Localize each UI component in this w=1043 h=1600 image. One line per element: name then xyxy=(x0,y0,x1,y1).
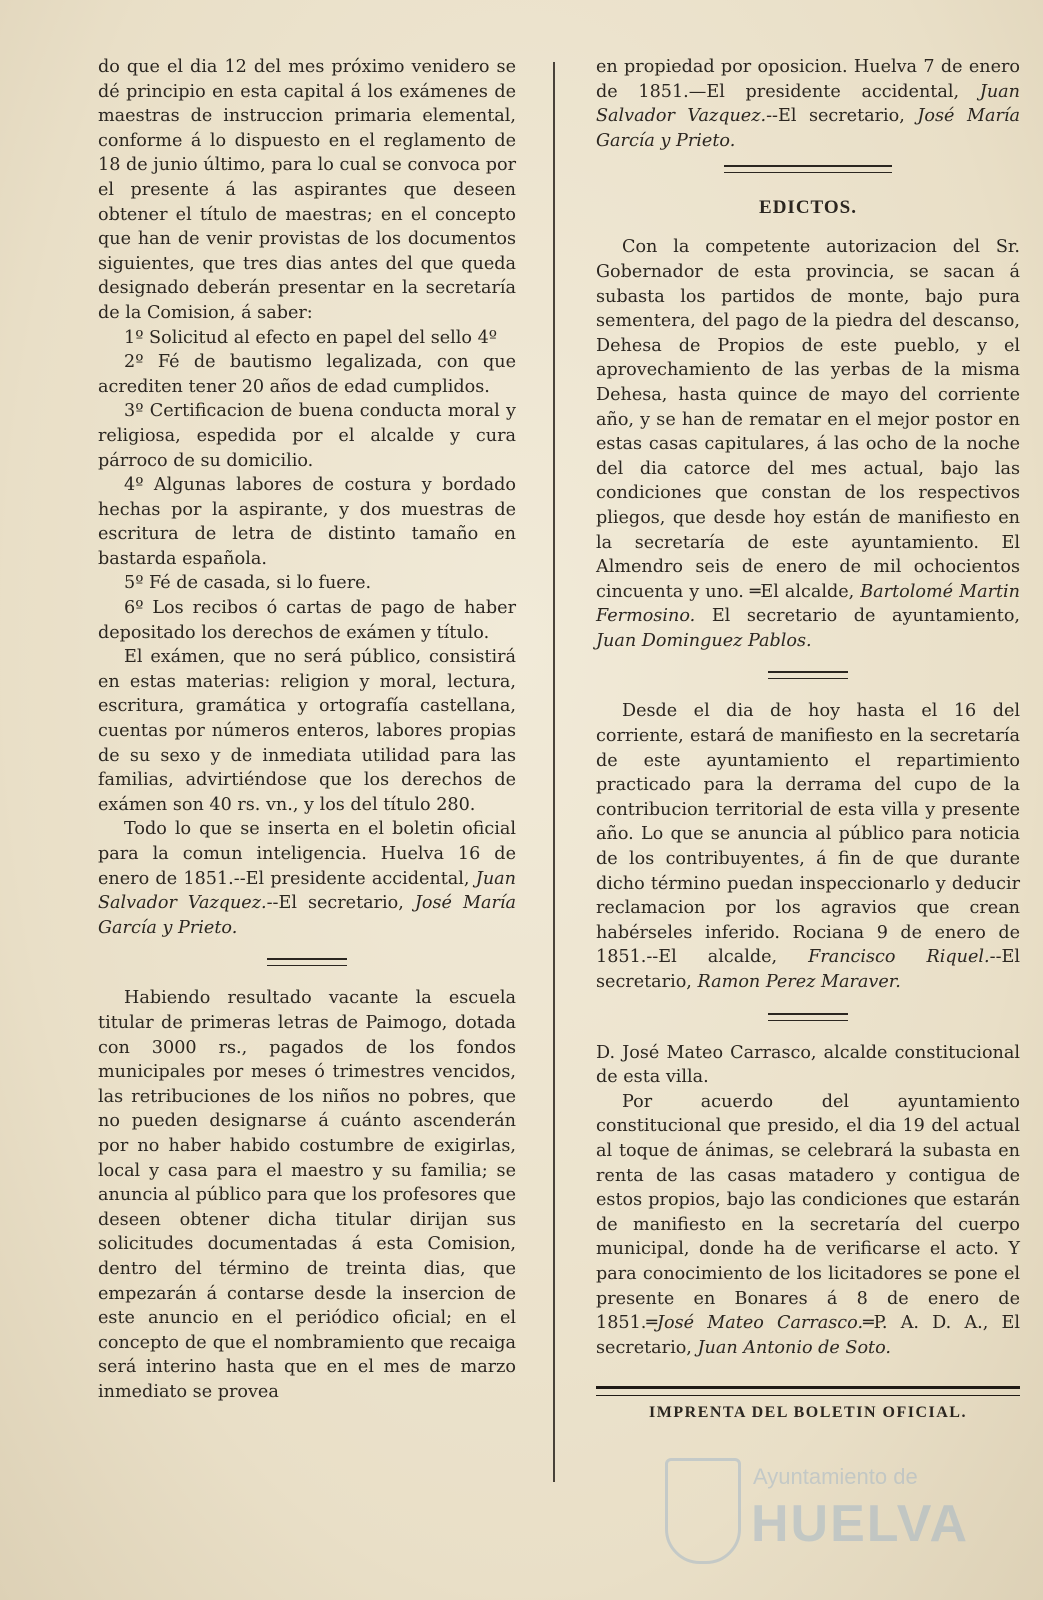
signatory-name: José María García y Prieto. xyxy=(596,106,1020,151)
requirement-6: 6º Los recibos ó cartas de pago de haber depositado los derechos de exámen y título. xyxy=(98,598,516,643)
section-separator xyxy=(267,958,347,966)
paimogo-school-paragraph: Habiendo resultado vacante la escuela titular de primeras letras de Paimogo, dotada con 3000 rs., pagados de los fondos municipales por meses ó trimestres vencidos, las retribuciones de los niños no pobres, que no pueden designarse á cuánto ascenderán por no haber habido costumbre de exigirlas, local y casa para el maestro y su familia; se anuncia al público para que los profesores que deseen obtener dicha titular dirijan sus solicitudes documentadas á esta Comision, dentro del término de treinta dias, que empezarán á contarse desde la insercion de este anuncio en el periódico oficial; en el concepto de que el nombramiento que recaiga será interino hasta que en el mes de marzo inmediato se provea xyxy=(98,988,516,1402)
requirement-2: 2º Fé de bautismo legalizada, con que acrediten tener 20 años de edad cumplidos. xyxy=(98,352,516,397)
signatory-name: José María García y Prieto. xyxy=(98,893,516,938)
signatory-name: Juan Dominguez Pablos. xyxy=(596,630,812,651)
exam-subjects-paragraph: El exámen, que no será público, consistirá en estas materias: religion y moral, lectura, escritura, gramática y ortografía castellana, cuentas por números enteros, labores propias de su sexo y de inmediata utilidad para las familias, advirtiéndose que los derechos de exámen son 40 rs. vn., y los del título 280. xyxy=(98,647,516,815)
signatory-name: Bartolomé Martin Fermosino. xyxy=(596,581,1021,627)
signatory-name: Juan Antonio de Soto. xyxy=(697,1337,891,1358)
footer-rule xyxy=(596,1386,1020,1396)
signatory-name: Francisco Riquel. xyxy=(808,947,990,968)
imprint-line: IMPRENTA DEL BOLETIN OFICIAL. xyxy=(649,1404,967,1422)
requirement-4: 4º Algunas labores de costura y bordado hechas por la aspirante, y dos muestras de escritura de letra de distinto tamaño en bastarda española. xyxy=(98,475,516,569)
ayuntamiento-watermark xyxy=(665,1450,995,1580)
section-separator xyxy=(724,165,892,173)
right-column xyxy=(596,55,1020,1422)
signatory-name: José Mateo Carrasco. xyxy=(656,1313,864,1334)
almendro-edict: Con la competente autorizacion del Sr. Gobernador de esta provincia, se sacan á subasta los partidos de monte, bajo pura sementera, del pago de la piedra del descanso, Dehesa de Propios de este pueblo, y el aprovechamiento de las yerbas de la misma Dehesa, hasta quince de mayo del corriente año, y se han de rematar en el mejor postor en estas casas capitulares, á las ocho de la noche del dia catorce del mes actual, bajo las condiciones que constan de los respectivos pliegos, que desde hoy están de manifiesto en la secretaría de este ayuntamiento. El Almendro seis de enero de mil ochocientos cincuenta y uno. ═El alcalde, Bartolomé Martin Fermosino. El secretario de ayuntamiento, Juan Dominguez Pablos. xyxy=(596,237,1021,651)
exam-announcement-paragraph: do que el dia 12 del mes próximo venidero se dé principio en esta capital á los exámenes de maestras de instruccion primaria elemental, conforme á lo dispuesto en el reglamento de 18 de junio último, para lo cual se convoca por el presente á las aspirantes que deseen obtener el título de maestras; en el concepto que han de venir provistas de los documentos siguientes, que tres dias antes del que queda designado deberán presentar en la secretaría de la Comision, á saber: xyxy=(98,57,516,323)
exam-signature-paragraph: Todo lo que se inserta en el boletin oficial para la comun inteligencia. Huelva 16 de enero de 1851.--El presidente accidental, Juan Salvador Vazquez.--El secretario, José María García y Prieto. xyxy=(98,819,517,938)
bonares-edict: Por acuerdo del ayuntamiento constitucional que presido, el dia 19 del actual al toque de ánimas, se celebrará la subasta en renta de las casas matadero y contigua de estos propios, bajo las condiciones que estarán de manifiesto en la secretaría del cuerpo municipal, donde ha de verificarse el acto. Y para conocimiento de los licitadores se pone el presente en Bonares á 8 de enero de 1851.═José Mateo Carrasco.═P. A. D. A., El secretario, Juan Antonio de Soto. xyxy=(596,1091,1020,1358)
watermark-line-2: HUELVA xyxy=(751,1495,970,1553)
rociana-edict: Desde el dia de hoy hasta el 16 del corriente, estará de manifiesto en la secretaría de este ayuntamiento el repartimiento practicado para la derrama del cupo de la contribucion territorial de esta villa y presente año. Lo que se anuncia al público para noticia de los contribuyentes, á fin de que durante dicho término puedan inspeccionarlo y deducir reclamacion por los agravios que crean habérseles inferido. Rociana 9 de enero de 1851.--El alcalde, Francisco Riquel.--El secretario, Ramon Perez Maraver. xyxy=(596,701,1020,992)
requirement-5: 5º Fé de casada, si lo fuere. xyxy=(124,573,372,594)
requirement-3: 3º Certificacion de buena conducta moral y religiosa, espedida por el alcalde y cura párroco de su domicilio. xyxy=(98,401,516,471)
bonares-edict-heading: D. José Mateo Carrasco, alcalde constitucional de esta villa. xyxy=(596,1042,1020,1088)
paimogo-continuation: en propiedad por oposicion. Huelva 7 de enero de 1851.—El presidente accidental, Juan Salvador Vazquez.--El secretario, José María García y Prieto. xyxy=(596,57,1021,151)
watermark-line-1: Ayuntamiento de xyxy=(753,1464,918,1489)
signatory-name: Ramon Perez Maraver. xyxy=(697,972,901,992)
signatory-name: Juan Salvador Vazquez. xyxy=(596,81,1021,127)
section-separator xyxy=(768,1013,848,1021)
column-divider xyxy=(553,62,555,1482)
requirement-1: 1º Solicitud al efecto en papel del sello 4º xyxy=(124,327,498,348)
signatory-name: Juan Salvador Vazquez. xyxy=(98,868,517,914)
coat-of-arms-icon xyxy=(665,1458,741,1564)
left-column xyxy=(98,55,516,1404)
section-separator xyxy=(768,671,848,679)
section-heading-edictos: EDICTOS. xyxy=(759,197,857,219)
